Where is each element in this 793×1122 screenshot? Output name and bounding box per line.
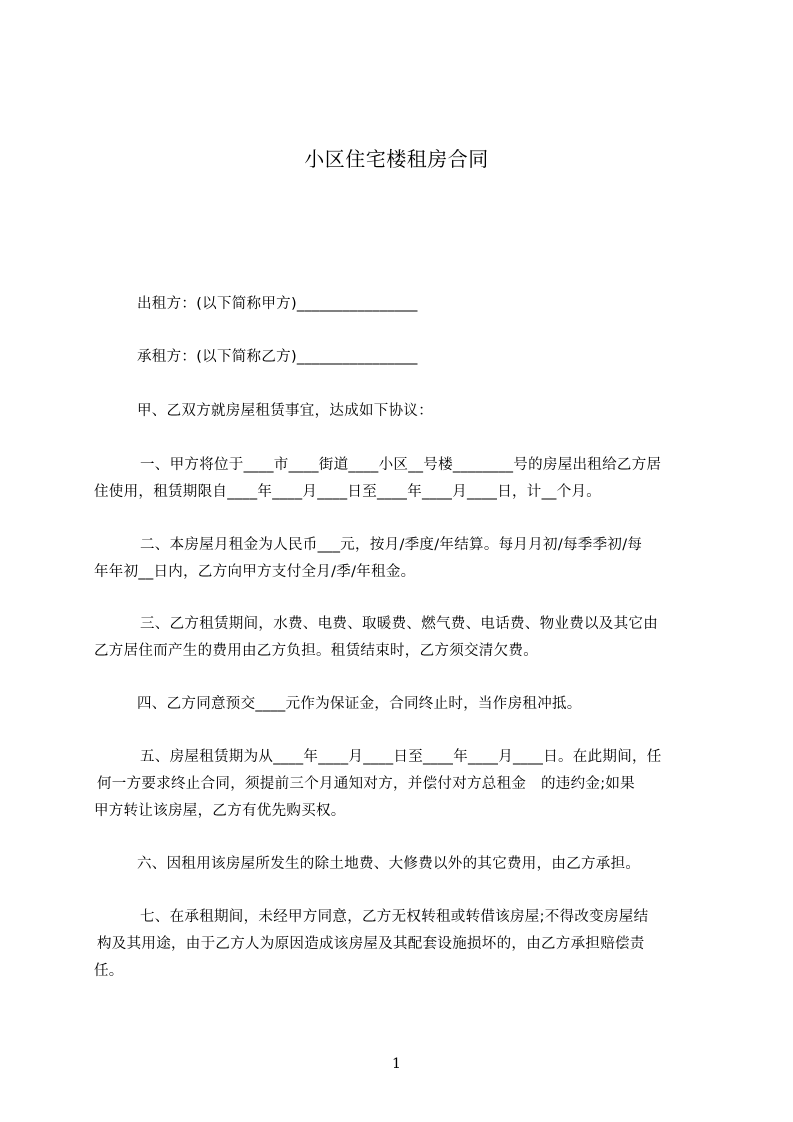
intro-line: 甲、乙双方就房屋租赁事宜，达成如下协议： [137, 403, 433, 419]
clause-7-line-2: 构及其用途，由于乙方人为原因造成该房屋及其配套设施损坏的，由乙方承担赔偿责 [97, 936, 645, 952]
clause-5-line-1: 五、房屋租赁期为从____年____月____日至____年____月____日。在此期间，任 [140, 749, 662, 765]
clause-3-line-2: 乙方居住而产生的费用由乙方负担。租赁结束时，乙方须交清欠费。 [94, 643, 538, 659]
clause-6-line-1: 六、因租用该房屋所发生的除土地费、大修费以外的其它费用，由乙方承担。 [137, 856, 641, 872]
clause-7-line-1: 七、在承租期间，未经甲方同意，乙方无权转租或转借该房屋;不得改变房屋结 [140, 909, 649, 925]
lessee-line: 承租方：(以下简称乙方)________________ [137, 349, 418, 365]
lessor-line: 出租方：(以下简称甲方)________________ [137, 296, 418, 312]
clause-1-line-1: 一、甲方将位于____市____街道____小区__号楼________号的房屋出租给乙方居 [140, 457, 662, 473]
clause-1-line-2: 住使用，租赁期限自____年____月____日至____年____月____日，计__个月。 [94, 484, 602, 500]
clause-5-line-2: 何一方要求终止合同，须提前三个月通知对方，并偿付对方总租金 的违约金;如果 [97, 776, 635, 792]
clause-4-line-1: 四、乙方同意预交____元作为保证金，合同终止时，当作房租冲抵。 [137, 696, 582, 712]
clause-5-line-3: 甲方转让该房屋，乙方有优先购买权。 [94, 803, 346, 819]
clause-2-line-1: 二、本房屋月租金为人民币___元，按月/季度/年结算。每月月初/每季季初/每 [140, 537, 643, 553]
clause-7-line-3: 任。 [94, 963, 124, 979]
page-number: 1 [392, 1056, 401, 1072]
document-title: 小区住宅楼租房合同 [304, 147, 489, 171]
clause-3-line-1: 三、乙方租赁期间，水费、电费、取暖费、燃气费、电话费、物业费以及其它由 [140, 616, 658, 632]
clause-2-line-2: 年年初__日内，乙方向甲方支付全月/季/年租金。 [94, 564, 416, 580]
